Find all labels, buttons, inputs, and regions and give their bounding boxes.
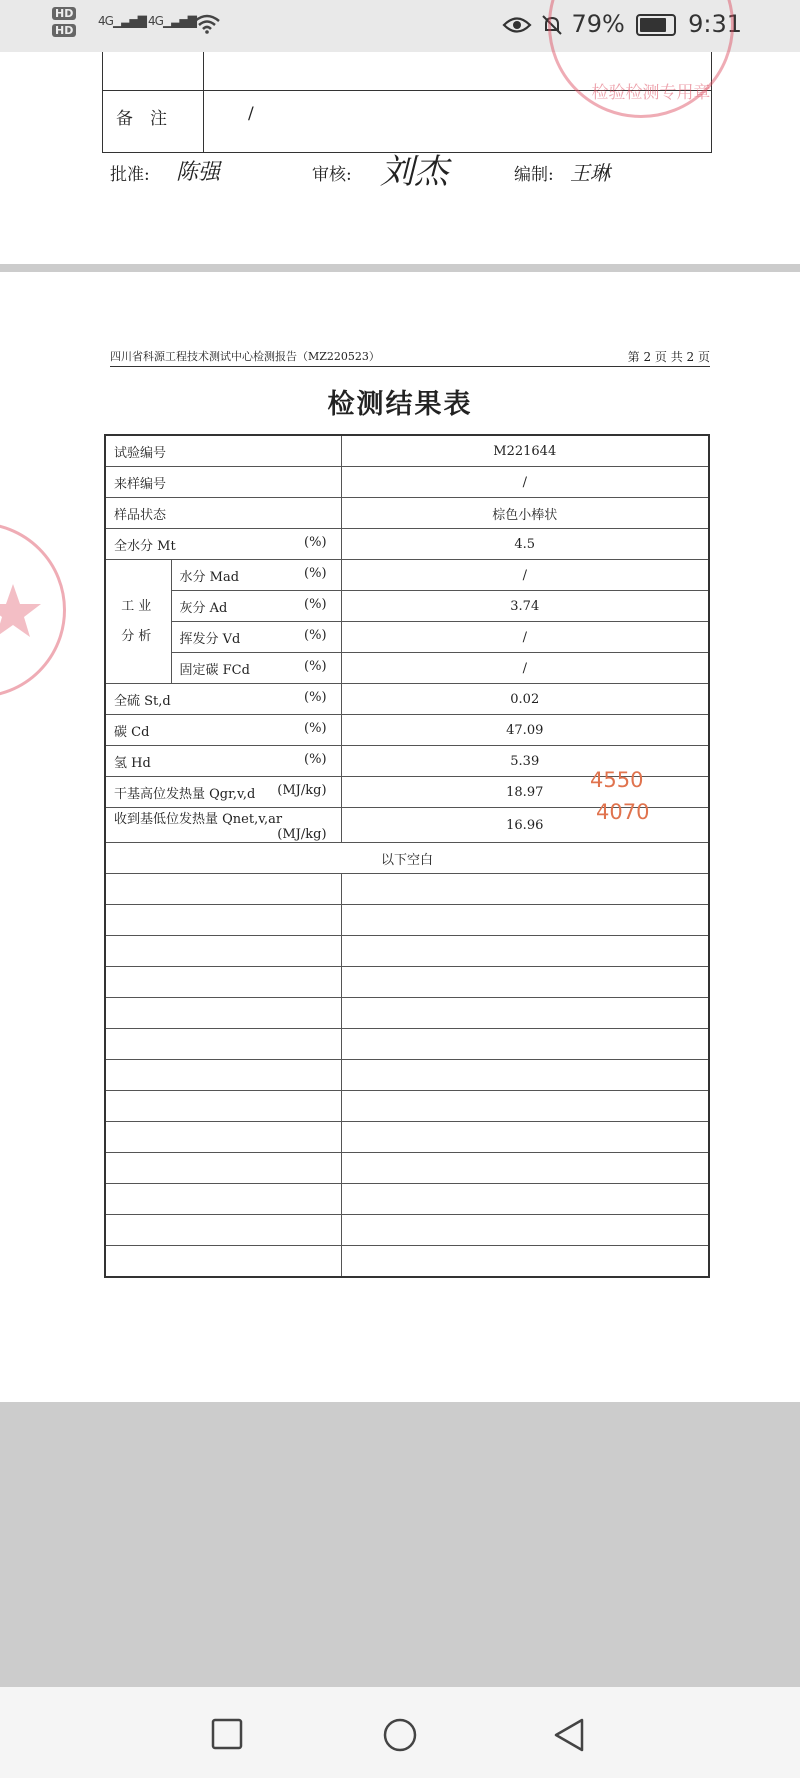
review-signature: 刘杰 xyxy=(380,152,448,192)
results-title: 检测结果表 xyxy=(327,389,473,420)
hd-badge-2: HD xyxy=(52,24,76,37)
table-row: 灰分 Ad (%) 3.74 xyxy=(105,591,709,622)
table-row: 样品状态 棕色小棒状 xyxy=(105,498,709,529)
table-row: 挥发分 Vd (%) / xyxy=(105,622,709,653)
handwritten-note-1: 4550 xyxy=(590,768,644,792)
red-stamp-left xyxy=(0,522,66,698)
table-row: 干基高位发热量 Qgr,v,d (MJ/kg) 18.97 xyxy=(105,777,709,808)
table-row: 固定碳 FCd (%) / xyxy=(105,653,709,684)
empty-row xyxy=(105,1029,709,1060)
home-circle-icon[interactable] xyxy=(382,1717,418,1753)
table-row: 氢 Hd (%) 5.39 xyxy=(105,746,709,777)
back-triangle-icon[interactable] xyxy=(552,1717,586,1753)
empty-row xyxy=(105,1184,709,1215)
navigation-bar xyxy=(0,1687,800,1778)
empty-row xyxy=(105,1122,709,1153)
empty-row xyxy=(105,1060,709,1091)
signal-4g-icon-2: 4G▁▃▅▇ xyxy=(148,14,196,28)
hd-badge-1: HD xyxy=(52,7,76,20)
report-header xyxy=(110,344,710,367)
empty-row xyxy=(105,874,709,905)
table-row: 来样编号 / xyxy=(105,467,709,498)
results-table xyxy=(104,434,710,1278)
red-stamp-top: 检验检测专用章 xyxy=(548,0,734,118)
approve-label: 批准: xyxy=(110,165,150,185)
review-label: 审核: xyxy=(312,165,352,185)
empty-row xyxy=(105,967,709,998)
empty-row xyxy=(105,998,709,1029)
report-header-left: 四川省科源工程技术测试中心检测报告（MZ220523） xyxy=(110,350,380,363)
empty-row xyxy=(105,1091,709,1122)
battery-percent: 79% xyxy=(571,10,625,38)
table-row: 全水分 Mt (%) 4.5 xyxy=(105,529,709,560)
page-indicator: 第 2 页 共 2 页 xyxy=(627,350,710,364)
proximate-analysis-label: 工业分析 xyxy=(105,560,171,684)
handwritten-note-2: 4070 xyxy=(596,800,650,824)
empty-row xyxy=(105,1215,709,1246)
blank-note: 以下空白 xyxy=(105,843,709,874)
table-row: 工业分析 水分 Mad (%) / xyxy=(105,560,709,591)
empty-row xyxy=(105,905,709,936)
approve-signature: 陈强 xyxy=(176,160,221,185)
document-page-1 xyxy=(0,52,800,264)
recents-square-icon[interactable] xyxy=(210,1717,244,1751)
empty-row xyxy=(105,1153,709,1184)
status-left xyxy=(52,6,76,40)
table-row: 碳 Cd (%) 47.09 xyxy=(105,715,709,746)
eye-icon xyxy=(502,15,532,35)
remark-value: / xyxy=(248,104,254,124)
remark-label: 备 注 xyxy=(116,109,167,129)
document-page-2 xyxy=(0,272,800,1402)
table-row: 收到基低位发热量 Qnet,v,ar (MJ/kg) 16.96 xyxy=(105,808,709,843)
clock: 9:31 xyxy=(688,10,742,38)
table-row xyxy=(105,843,709,874)
signal-4g-icon-1: 4G▁▃▅▇ xyxy=(98,14,146,28)
empty-row xyxy=(105,936,709,967)
table-row: 全硫 St,d (%) 0.02 xyxy=(105,684,709,715)
empty-row xyxy=(105,1246,709,1278)
wifi-icon xyxy=(194,14,220,34)
compile-label: 编制: xyxy=(514,165,554,185)
table-row: 试验编号 M221644 xyxy=(105,435,709,467)
compile-signature: 王琳 xyxy=(570,161,610,185)
